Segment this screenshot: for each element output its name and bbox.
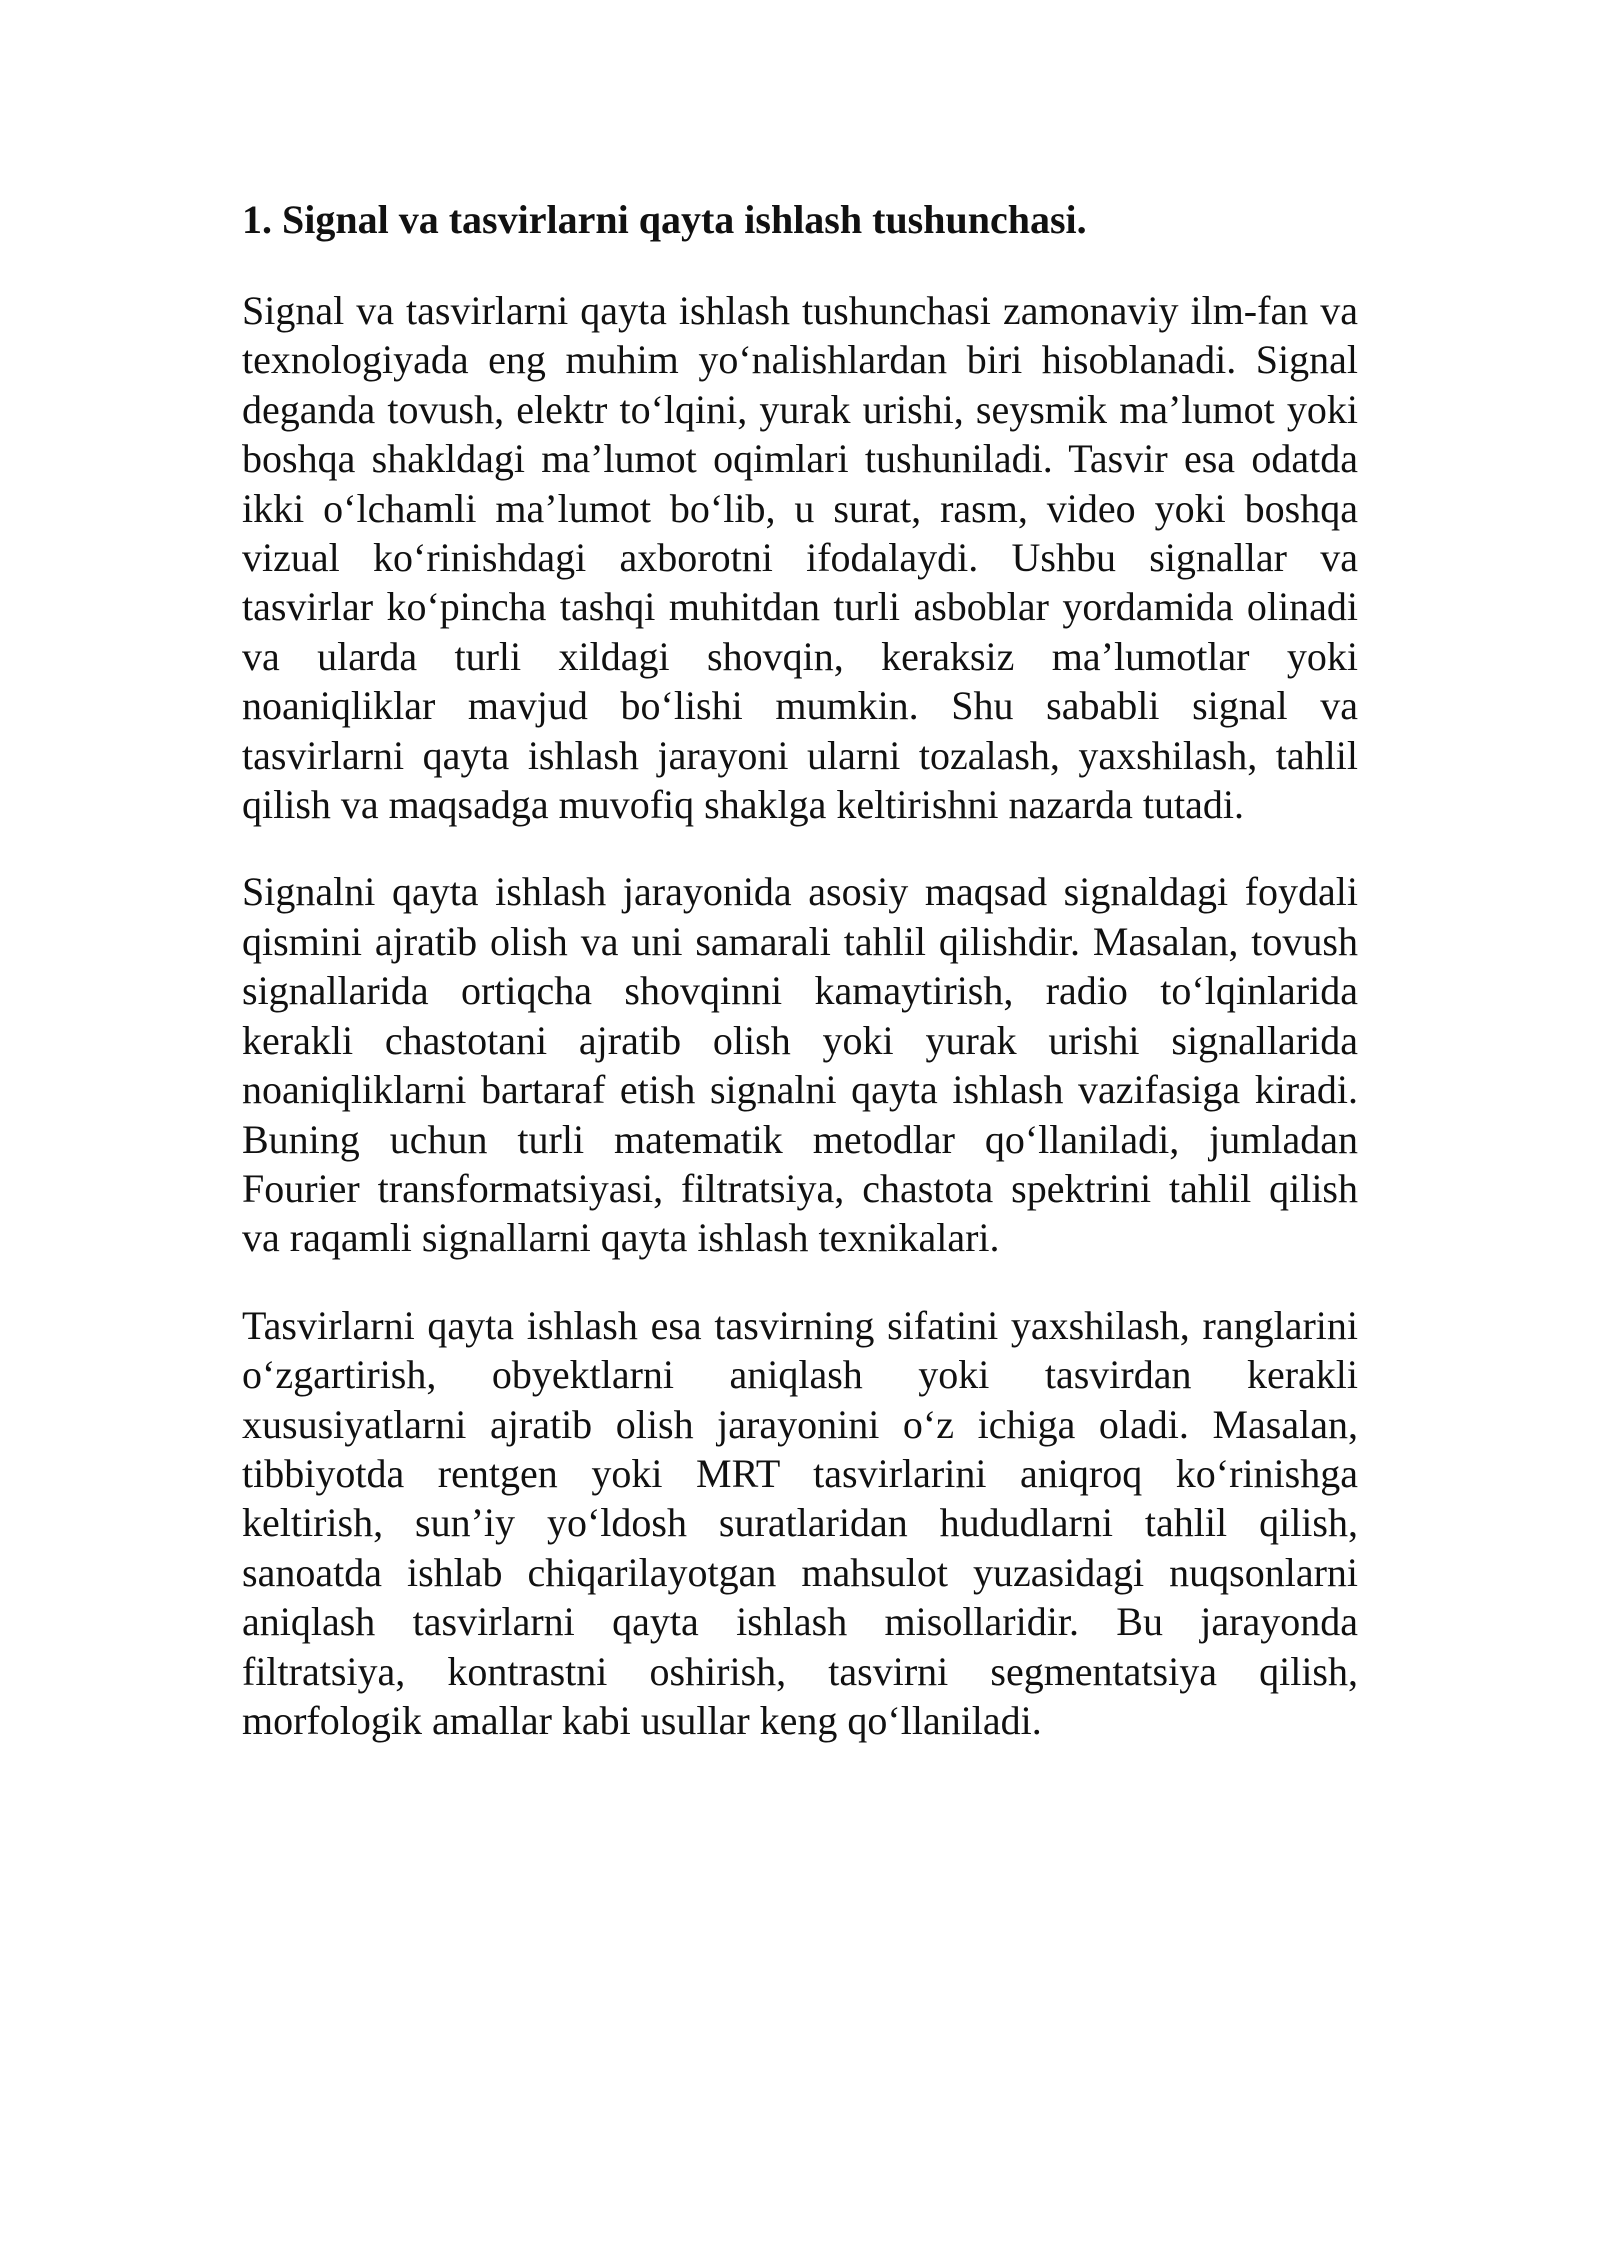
paragraph-image-processing: Tasvirlarni qayta ishlash esa tasvirning sifatini yaxshilash, ranglarini o‘zgartirish, obyektlarni aniqlash yoki tasvirdan kerakli xususiyatlarni ajratib olish jarayonini o‘z ichiga oladi. Masalan, tibbiyotda rentgen yoki MRT tasvirlarini aniqroq ko‘rinishga keltirish, sun’iy yo‘ldosh suratlaridan hududlarni tahlil qilish, sanoatda ishlab chiqarilayotgan mahsulot yuzasidagi nuqsonlarni aniqlash tasvirlarni qayta ishlash misollaridir. Bu jarayonda filtratsiya, kontrastni oshirish, tasvirni segmentatsiya qilish, morfologik amallar kabi usullar keng qo‘llaniladi. (242, 1302, 1358, 1743)
paragraph-signal-processing: Signalni qayta ishlash jarayonida asosiy maqsad signaldagi foydali qismini ajratib olish va uni samarali tahlil qilishdir. Masalan, tovush signallarida ortiqcha shovqinni kamaytirish, radio to‘lqinlarida kerakli chastotani ajratib olish yoki yurak urishi signallarida noaniqliklarni bartaraf etish signalni qayta ishlash vazifasiga kiradi. Buning uchun turli matematik metodlar qo‘llaniladi, jumladan Fourier transformatsiyasi, filtratsiya, chastota spektrini tahlil qilish va raqamli signallarni qayta ishlash texnikalari. (242, 869, 1358, 1261)
paragraph-intro: Signal va tasvirlarni qayta ishlash tushunchasi zamonaviy ilm-fan va texnologiyada eng muhim yo‘nalishlardan biri hisoblanadi. Signal deganda tovush, elektr to‘lqini, yurak urishi, seysmik ma’lumot yoki boshqa shakldagi ma’lumot oqimlari tushuniladi. Tasvir esa odatda ikki o‘lchamli ma’lumot bo‘lib, u surat, rasm, video yoki boshqa vizual ko‘rinishdagi axborotni ifodalaydi. Ushbu signallar va tasvirlar ko‘pincha tashqi muhitdan turli asboblar yordamida olinadi va ularda turli xildagi shovqin, keraksiz ma’lumotlar yoki noaniqliklar mavjud bo‘lishi mumkin. Shu sababli signal va tasvirlarni qayta ishlash jarayoni ularni tozalash, yaxshilash, tahlil qilish va maqsadga muvofiq shaklga keltirishni nazarda tutadi. (242, 288, 1358, 828)
section-heading: 1. Signal va tasvirlarni qayta ishlash tushunchasi. (242, 197, 1087, 242)
document-body (242, 190, 1358, 1783)
